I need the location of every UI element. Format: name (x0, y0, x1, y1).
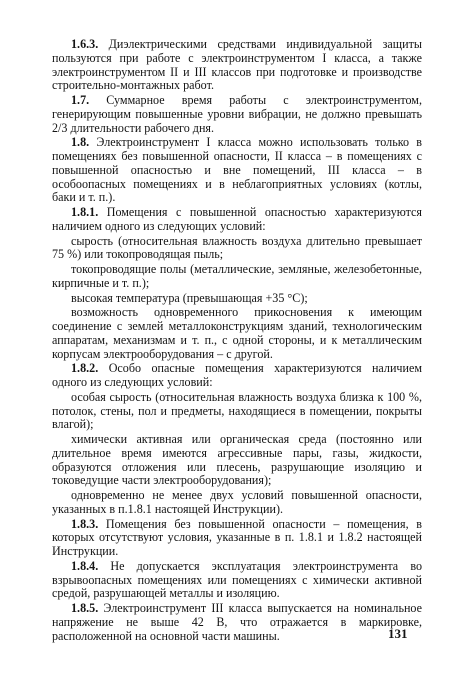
condition-chemically-active (52, 433, 422, 488)
condition-dampness (52, 235, 422, 263)
condition-two-conditions (52, 489, 422, 517)
paragraph-text: Суммарное время работы с электроинструментом, генерирующим повышенные уровни вибрации, не должно превышать 2/3 длительности рабочего дня. (52, 93, 422, 135)
paragraph-text: Электроинструмент III класса выпускается на номинальное напряжение не выше 42 В, что отражается в маркировке, расположенной на основной части машины. (52, 601, 422, 643)
paragraph-1-8-1 (52, 206, 422, 234)
condition-conductive-floors (52, 263, 422, 291)
paragraph-text: особая сырость (относительная влажность воздуха близка к 100 %, потолок, стены, пол и предметы, находящиеся в помещении, покрыты влагой); (52, 389, 422, 432)
condition-special-dampness (52, 391, 422, 432)
body-text (52, 38, 422, 644)
clause-number: 1.8. (71, 135, 90, 150)
paragraph-1-7 (52, 94, 422, 135)
paragraph-text: одновременно не менее двух условий повышенной опасности, указанных в п.1.8.1 настоящей Инструкции). (52, 488, 422, 516)
paragraph-text: Диэлектрическими средствами индивидуальной защиты пользуются при работе с электроинструментом I класса, а также электроинструментом II и III классов при подготовке и производстве строительно-монтажных работ. (52, 37, 422, 93)
paragraph-1-8-4 (52, 560, 422, 601)
clause-number: 1.6.3. (71, 37, 99, 51)
paragraph-1-8 (52, 136, 422, 205)
clause-number: 1.8.4. (71, 558, 99, 573)
paragraph-1-8-5 (52, 602, 422, 643)
paragraph-text: химически активная или органическая среда (постоянно или длительное время имеются агрессивные пары, газы, жидкости, образуются отложения или плесень, разрушающие изоляцию и токоведущие части электрооборудования); (52, 432, 422, 488)
paragraph-text: сырость (относительная влажность воздуха длительно превышает 75 %) или токопроводящая пыль; (52, 233, 422, 262)
paragraph-1-8-2 (52, 362, 422, 390)
paragraph-1-8-3 (52, 518, 422, 559)
paragraph-text: Помещения без повышенной опасности – помещения, в которых отсутствуют условия, указанные в п. 1.8.1 и 1.8.2 настоящей Инструкции. (52, 516, 422, 558)
paragraph-text: Не допускается эксплуатация электроинструмента во взрывоопасных помещениях или помещениях с химически активной средой, разрушающей металлы и изоляцию. (52, 558, 422, 601)
clause-number: 1.8.3. (71, 516, 99, 531)
paragraph-text: Особо опасные помещения характеризуются наличием одного из следующих условий: (52, 361, 422, 389)
paragraph-text: Электроинструмент I класса можно использовать только в помещениях без повышенной опасности, II класса – в помещениях с повышенной опасностью и вне помещений, III класса – в особоопасных помещениях и в неблагоприятных условиях (котлы, баки и т. п.). (52, 135, 423, 205)
page-number: 131 (388, 626, 408, 641)
paragraph-text: Помещения с повышенной опасностью характеризуются наличием одного из следующих условий: (52, 205, 422, 233)
clause-number: 1.8.1. (71, 205, 99, 219)
paragraph-text: высокая температура (превышающая +35 °С); (71, 290, 308, 305)
paragraph-text: возможность одновременного прикосновения к имеющим соединение с землей металлоконструкциям зданий, технологическим аппаратам, механизмам и т. п., с одной стороны, и к металлическим корпусам электрооборудования – с другой. (52, 305, 422, 361)
paragraph-1-6-3 (52, 38, 422, 93)
clause-number: 1.8.5. (71, 601, 99, 615)
clause-number: 1.7. (71, 93, 90, 107)
condition-simultaneous-contact (52, 306, 422, 361)
condition-high-temperature (52, 292, 422, 306)
paragraph-text: токопроводящие полы (металлические, земляные, железобетонные, кирпичные и т. п.); (52, 262, 422, 290)
clause-number: 1.8.2. (71, 361, 99, 376)
